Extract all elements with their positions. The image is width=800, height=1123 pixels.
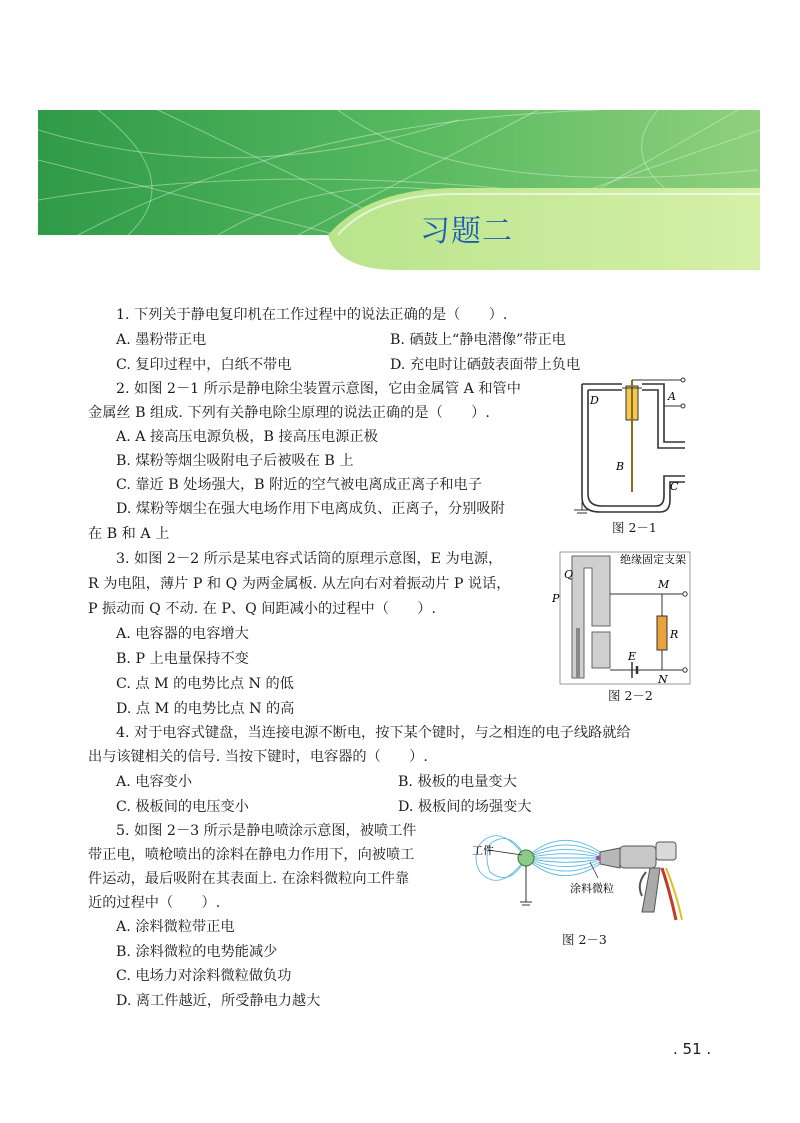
q1-option-a: A. 墨粉带正电 [116, 332, 207, 348]
figure-2-3-caption: 图 2－3 [562, 932, 607, 947]
chapter-title: 习题二 [420, 214, 513, 249]
q3-stem-line2: R 为电阻，薄片 P 和 Q 为两金属板. 从左向右对着振动片 P 说话， [88, 576, 511, 592]
q2-option-a: A. A 接高压电源负极，B 接高压电源正极 [116, 429, 378, 445]
q5-option-d: D. 离工件越近，所受静电力越大 [116, 993, 321, 1009]
q3-option-c: C. 点 M 的电势比点 N 的低 [116, 676, 294, 692]
q5-option-c: C. 电场力对涂料微粒做负功 [116, 968, 292, 984]
q3-stem-line3: P 振动而 Q 不动. 在 P、Q 间距减小的过程中（ ）. [88, 601, 436, 617]
fig2-label-bracket: 绝缘固定支架 [620, 553, 686, 566]
q4-option-d: D. 极板间的场强变大 [398, 799, 532, 815]
q2-option-d-line2: 在 B 和 A 上 [88, 526, 170, 542]
q4-option-b: B. 极板的电量变大 [398, 774, 517, 790]
q3-stem-line1: 3. 如图 2－2 所示是某电容式话筒的原理示意图，E 为电源， [116, 551, 503, 567]
q2-stem-line1: 2. 如图 2－1 所示是静电除尘装置示意图，它由金属管 A 和管中 [116, 381, 521, 397]
fig2-label-e: E [628, 650, 637, 663]
fig3-label-workpiece: 工件 [472, 844, 494, 857]
fig1-label-c: C [670, 480, 679, 493]
fig1-label-d: D [590, 394, 599, 407]
field-lines-icon [476, 836, 600, 881]
q5-stem-line1: 5. 如图 2－3 所示是静电喷涂示意图，被喷工件 [116, 823, 417, 839]
q2-option-d-line1: D. 煤粉等烟尘在强大电场作用下电离成负、正离子，分别吸附 [116, 501, 505, 517]
q1-option-d: D. 充电时让硒鼓表面带上负电 [390, 357, 581, 373]
q3-option-d: D. 点 M 的电势比点 N 的高 [116, 701, 295, 717]
page-number: . 51 . [673, 1040, 712, 1058]
q5-option-b: B. 涂料微粒的电势能减少 [116, 944, 278, 960]
q3-option-b: B. P 上电量保持不变 [116, 651, 249, 667]
q5-stem-line2: 带正电，喷枪喷出的涂料在静电力作用下，向被喷工 [88, 847, 415, 863]
q4-option-c: C. 极板间的电压变小 [116, 799, 249, 815]
q1-option-c: C. 复印过程中，白纸不带电 [116, 357, 292, 373]
fig2-label-q: Q [564, 568, 574, 581]
fig3-label-particles: 涂料微粒 [570, 882, 614, 895]
chapter-banner [38, 110, 760, 270]
fig2-label-p: P [552, 592, 560, 605]
fig2-label-r: R [670, 628, 679, 641]
fig1-label-a: A [668, 390, 676, 403]
q1-option-b: B. 硒鼓上“静电潜像”带正电 [390, 332, 566, 348]
figure-2-2-caption: 图 2－2 [608, 688, 653, 703]
q5-option-a: A. 涂料微粒带正电 [116, 919, 235, 935]
q4-stem-line2: 出与该键相关的信号. 当按下键时，电容器的（ ）. [88, 749, 428, 765]
fig1-label-b: B [616, 460, 625, 473]
q2-option-c: C. 靠近 B 处场强大，B 附近的空气被电离成正离子和电子 [116, 477, 482, 493]
figure-2-3 [470, 822, 700, 926]
q4-stem-line1: 4. 对于电容式键盘，当连接电源不断电，按下某个键时，与之相连的电子线路就给 [116, 725, 631, 741]
q5-stem-line3: 件运动，最后吸附在其表面上. 在涂料微粒向工件靠 [88, 871, 410, 887]
q4-option-a: A. 电容变小 [116, 774, 193, 790]
q1-stem: 1. 下列关于静电复印机在工作过程中的说法正确的是（ ）. [116, 307, 508, 323]
figure-2-1 [570, 372, 690, 526]
q2-option-b: B. 煤粉等烟尘吸附电子后被吸在 B 上 [116, 453, 354, 469]
q2-stem-line2: 金属丝 B 组成. 下列有关静电除尘原理的说法正确的是（ ）. [88, 405, 490, 421]
q3-option-a: A. 电容器的电容增大 [116, 626, 249, 642]
fig2-label-n: N [658, 673, 668, 686]
figure-2-2 [548, 550, 693, 692]
figure-2-1-caption: 图 2－1 [612, 520, 657, 535]
q5-stem-line4: 近的过程中（ ）. [88, 895, 221, 911]
fig2-label-m: M [658, 578, 670, 591]
